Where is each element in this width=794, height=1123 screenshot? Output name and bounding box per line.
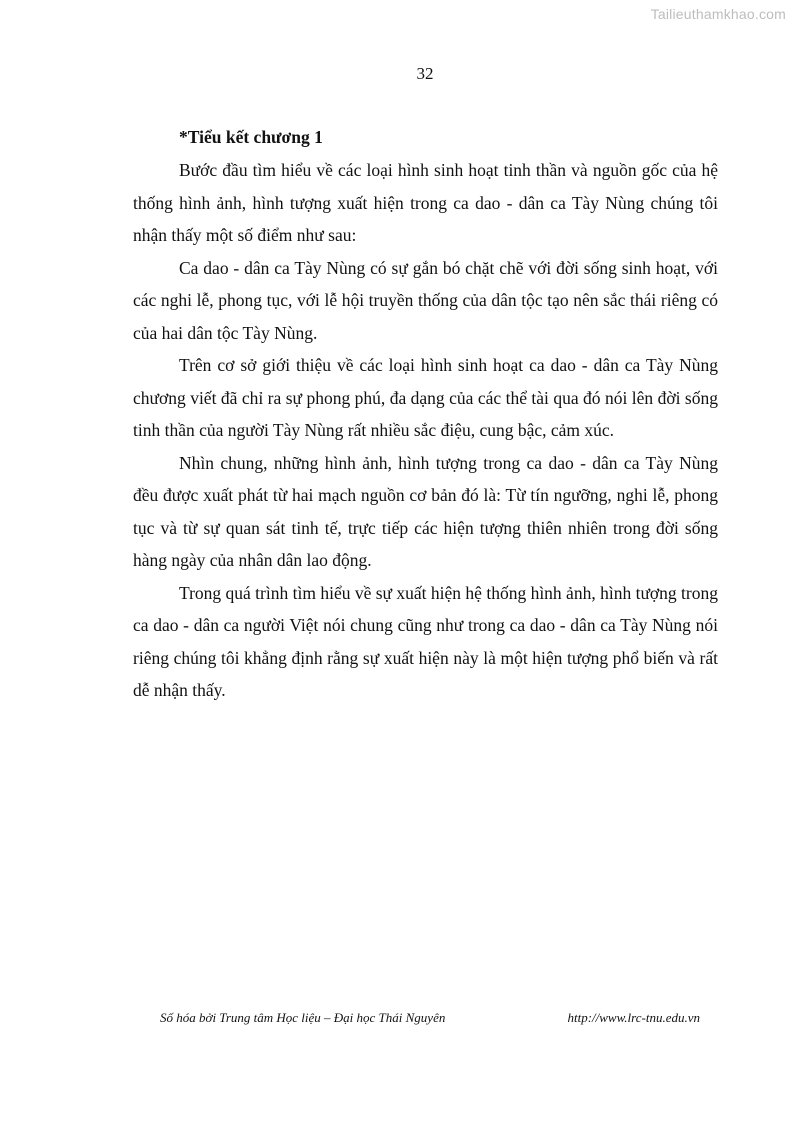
page-footer bbox=[160, 1010, 700, 1026]
document-body bbox=[133, 121, 718, 707]
paragraph: Trong quá trình tìm hiểu về sự xuất hiện hệ thống hình ảnh, hình tượng trong ca dao - dân ca người Việt nói chung cũng như trong ca dao - dân ca Tày Nùng nói riêng chúng tôi khẳng định rằng sự xuất hiện này là một hiện tượng phổ biến và rất dễ nhận thấy. bbox=[133, 582, 718, 700]
paragraph: Nhìn chung, những hình ảnh, hình tượng trong ca dao - dân ca Tày Nùng đều được xuất phát từ hai mạch nguồn cơ bản đó là: Từ tín ngưỡng, nghi lễ, phong tục và từ sự quan sát tinh tế, trực tiếp các hiện tượng thiên nhiên trong đời sống hàng ngày của nhân dân lao động. bbox=[133, 452, 718, 570]
paragraph: Trên cơ sở giới thiệu về các loại hình sinh hoạt ca dao - dân ca Tày Nùng chương viết đã chỉ ra sự phong phú, đa dạng của các thể tài qua đó nói lên đời sống tinh thần của người Tày Nùng rất nhiều sắc điệu, cung bậc, cảm xúc. bbox=[133, 355, 718, 440]
paragraph: Ca dao - dân ca Tày Nùng có sự gắn bó chặt chẽ với đời sống sinh hoạt, với các nghi lễ, phong tục, với lễ hội truyền thống của dân tộc tạo nên sắc thái riêng có của hai dân tộc Tày Nùng. bbox=[133, 257, 718, 343]
section-title: *Tiểu kết chương 1 bbox=[179, 127, 323, 147]
watermark: Tailieuthamkhao.com bbox=[650, 6, 786, 22]
footer-attribution: Số hóa bởi Trung tâm Học liệu – Đại học Thái Nguyên bbox=[160, 1010, 446, 1025]
paragraph: Bước đầu tìm hiểu về các loại hình sinh hoạt tinh thần và nguồn gốc của hệ thống hình ảnh, hình tượng xuất hiện trong ca dao - dân ca Tày Nùng chúng tôi nhận thấy một số điểm như sau: bbox=[133, 160, 718, 245]
page-number: 32 bbox=[416, 64, 434, 83]
footer-url: http://www.lrc-tnu.edu.vn bbox=[567, 1010, 700, 1025]
